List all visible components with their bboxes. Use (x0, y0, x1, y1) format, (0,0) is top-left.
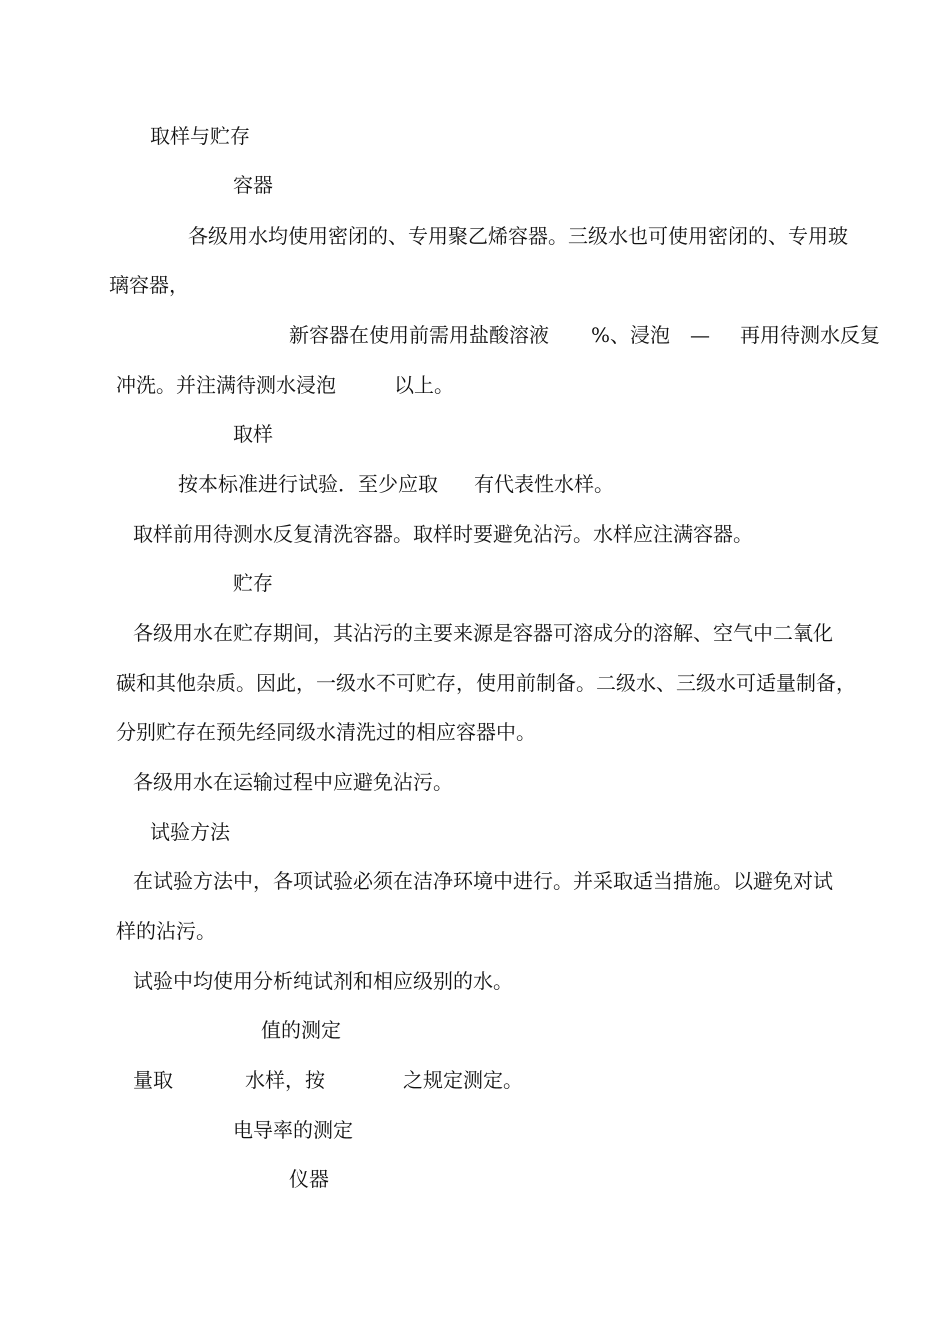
heading-conductivity: 电导率的测定 (233, 1118, 353, 1142)
paragraph-storage-2: 各级用水在运输过程中应避免沾污。 (133, 770, 453, 794)
heading-container: 容器 (233, 173, 273, 197)
text-segment: 冲洗。并注满待测水浸泡 (116, 373, 336, 397)
heading-ph-measurement: 值的测定 (261, 1018, 341, 1042)
text-segment: 之规定测定。 (403, 1068, 523, 1092)
paragraph-sampling-1 (178, 469, 614, 499)
paragraph-sampling-2: 取样前用待测水反复清洗容器。取样时要避免沾污。水样应注满容器。 (133, 522, 753, 546)
paragraph-container-1-line-1: 各级用水均使用密闭的、专用聚乙烯容器。三级水也可使用密闭的、专用玻 (188, 224, 848, 248)
heading-sampling-storage: 取样与贮存 (150, 124, 250, 148)
heading-sampling: 取样 (233, 422, 273, 446)
text-segment: 水样，按 (245, 1068, 325, 1092)
text-segment: 按本标准进行试验．至少应取 (178, 472, 438, 496)
text-segment: 新容器在使用前需用盐酸溶液 (289, 323, 549, 347)
text-segment: 量取 (133, 1068, 173, 1092)
paragraph-test-1-line-1: 在试验方法中，各项试验必须在洁净环境中进行。并采取适当措施。以避免对试 (133, 869, 833, 893)
paragraph-container-2-line-2 (116, 370, 454, 400)
paragraph-container-2-line-1 (289, 320, 880, 350)
text-segment: 有代表性水样。 (474, 472, 614, 496)
text-segment: 以上。 (394, 373, 454, 397)
heading-instrument: 仪器 (289, 1167, 329, 1191)
paragraph-storage-1-line-1: 各级用水在贮存期间，其沾污的主要来源是容器可溶成分的溶解、空气中二氧化 (133, 621, 833, 645)
text-segment: 再用待测水反复 (740, 323, 881, 347)
paragraph-storage-1-line-2: 碳和其他杂质。因此，一级水不可贮存，使用前制备。二级水、三级水可适量制备， (116, 671, 856, 695)
paragraph-test-1-line-2: 样的沾污。 (116, 919, 216, 943)
paragraph-test-2: 试验中均使用分析纯试剂和相应级别的水。 (133, 969, 513, 993)
heading-storage: 贮存 (233, 571, 273, 595)
paragraph-ph-measurement (133, 1065, 523, 1095)
text-segment: %、浸泡 (591, 323, 671, 347)
text-segment: — (690, 323, 711, 347)
heading-test-methods: 试验方法 (150, 820, 230, 844)
paragraph-container-1-line-2: 璃容器， (109, 273, 189, 297)
paragraph-storage-1-line-3: 分别贮存在预先经同级水清洗过的相应容器中。 (116, 720, 536, 744)
